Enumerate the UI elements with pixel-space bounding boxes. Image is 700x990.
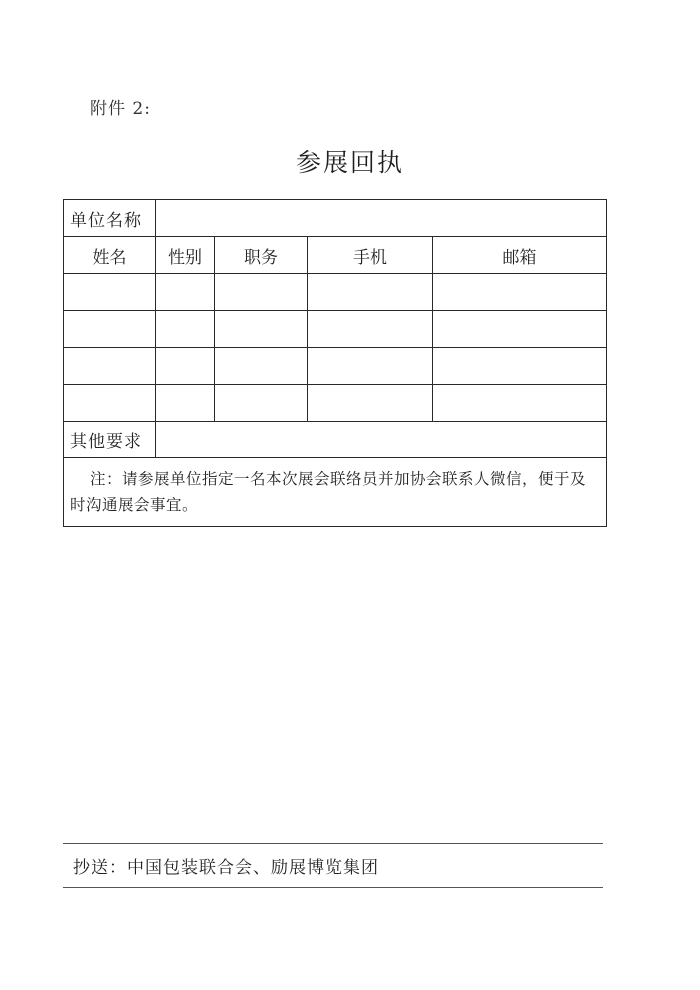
column-header-gender: 性别 bbox=[156, 237, 215, 274]
unit-name-row bbox=[64, 200, 607, 237]
column-header-position: 职务 bbox=[215, 237, 308, 274]
unit-name-label: 单位名称 bbox=[64, 200, 156, 237]
phone-cell[interactable] bbox=[308, 385, 433, 422]
email-cell[interactable] bbox=[433, 311, 607, 348]
gender-cell[interactable] bbox=[156, 311, 215, 348]
email-cell[interactable] bbox=[433, 348, 607, 385]
position-cell[interactable] bbox=[215, 274, 308, 311]
name-cell[interactable] bbox=[64, 348, 156, 385]
column-header-name: 姓名 bbox=[64, 237, 156, 274]
page-title: 参展回执 bbox=[295, 148, 404, 177]
column-header-email: 邮箱 bbox=[433, 237, 607, 274]
position-cell[interactable] bbox=[215, 348, 308, 385]
position-cell[interactable] bbox=[215, 385, 308, 422]
name-cell[interactable] bbox=[64, 274, 156, 311]
table-row bbox=[64, 385, 607, 422]
column-header-row bbox=[64, 237, 607, 274]
phone-cell[interactable] bbox=[308, 311, 433, 348]
unit-name-field[interactable] bbox=[156, 200, 607, 237]
other-requirements-label: 其他要求 bbox=[64, 422, 156, 458]
gender-cell[interactable] bbox=[156, 348, 215, 385]
name-cell[interactable] bbox=[64, 385, 156, 422]
email-cell[interactable] bbox=[433, 385, 607, 422]
footer-divider-bottom bbox=[63, 887, 603, 888]
other-requirements-field[interactable] bbox=[156, 422, 607, 458]
gender-cell[interactable] bbox=[156, 385, 215, 422]
note-row bbox=[64, 458, 607, 527]
footer-divider-top bbox=[63, 843, 603, 844]
name-cell[interactable] bbox=[64, 311, 156, 348]
table-row bbox=[64, 274, 607, 311]
table-row bbox=[64, 348, 607, 385]
gender-cell[interactable] bbox=[156, 274, 215, 311]
table-row bbox=[64, 311, 607, 348]
receipt-form-table bbox=[63, 199, 607, 527]
attachment-label: 附件 2: bbox=[90, 99, 151, 119]
email-cell[interactable] bbox=[433, 274, 607, 311]
note-cell bbox=[64, 458, 607, 527]
other-requirements-row bbox=[64, 422, 607, 458]
phone-cell[interactable] bbox=[308, 348, 433, 385]
note-text: 注：请参展单位指定一名本次展会联络员并加协会联系人微信，便于及时沟通展会事宜。 bbox=[70, 470, 587, 514]
column-header-phone: 手机 bbox=[308, 237, 433, 274]
cc-recipients: 抄送：中国包装联合会、励展博览集团 bbox=[73, 858, 379, 878]
phone-cell[interactable] bbox=[308, 274, 433, 311]
position-cell[interactable] bbox=[215, 311, 308, 348]
